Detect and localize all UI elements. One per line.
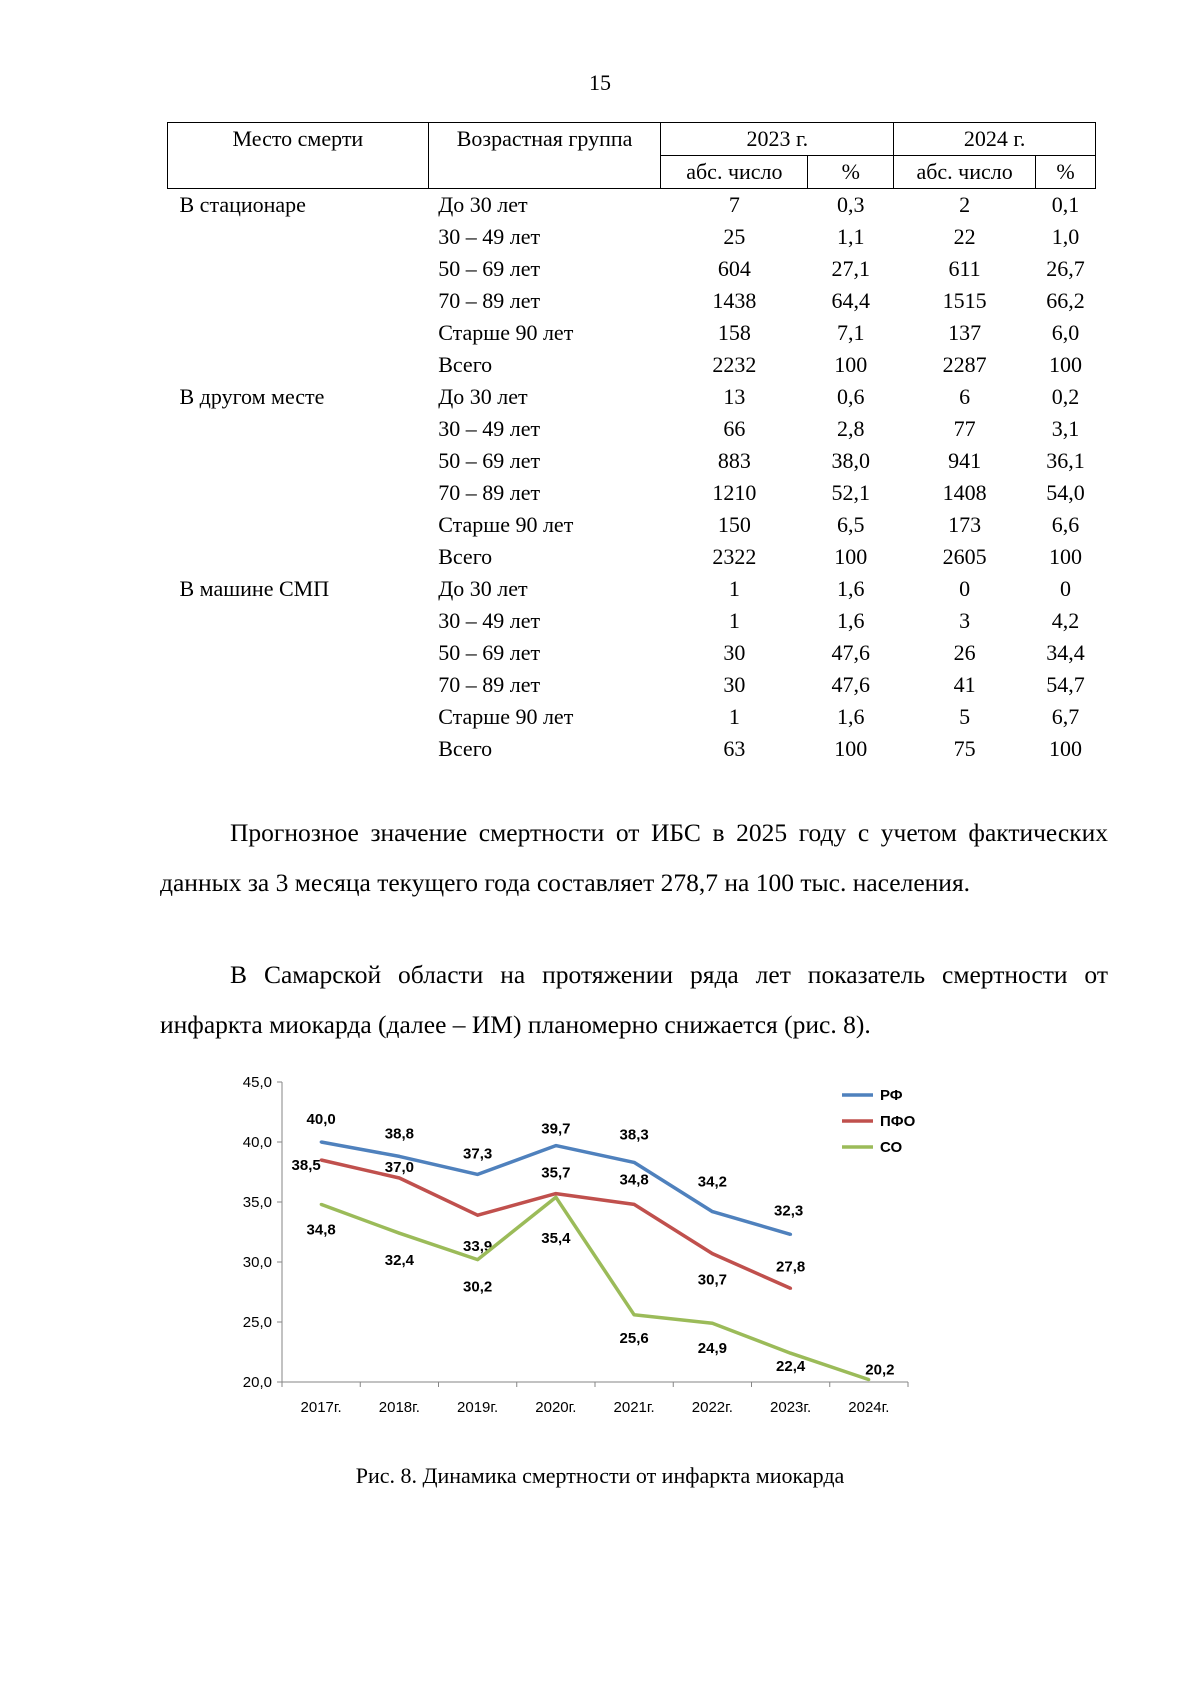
header-pct-2024: % bbox=[1036, 156, 1096, 189]
table-body bbox=[168, 189, 1096, 766]
cell-abs-2023: 66 bbox=[723, 416, 746, 441]
cell-abs-2024: 3 bbox=[959, 608, 971, 633]
table-row bbox=[168, 445, 1096, 477]
y-tick-label: 40,0 bbox=[242, 1134, 272, 1151]
cell-pct-2023: 6,5 bbox=[836, 512, 865, 537]
data-point bbox=[476, 1173, 479, 1176]
cell-place bbox=[168, 605, 429, 637]
table-row bbox=[168, 605, 1096, 637]
table-row bbox=[168, 637, 1096, 669]
data-label: 30,7 bbox=[697, 1271, 727, 1289]
cell-age-group: 70 – 89 лет bbox=[438, 480, 541, 505]
cell-abs-2023: 30 bbox=[723, 672, 746, 697]
data-label: 24,9 bbox=[697, 1340, 727, 1358]
data-point bbox=[711, 1252, 714, 1255]
data-label: 38,5 bbox=[291, 1157, 321, 1174]
cell-abs-2023: 883 bbox=[717, 448, 751, 473]
cell-pct-2023: 7,1 bbox=[836, 320, 865, 345]
cell-pct-2023: 1,6 bbox=[836, 704, 865, 729]
cell-pct-2024: 54,0 bbox=[1046, 480, 1085, 505]
data-point bbox=[398, 1232, 401, 1235]
table-row bbox=[168, 189, 1096, 222]
data-label: 32,3 bbox=[774, 1202, 804, 1220]
data-point bbox=[789, 1287, 792, 1290]
cell-abs-2023: 158 bbox=[717, 320, 751, 345]
header-year-2024: 2024 г. bbox=[894, 123, 1096, 156]
y-tick-label: 45,0 bbox=[242, 1074, 272, 1091]
cell-abs-2024: 0 bbox=[959, 576, 971, 601]
data-label: 35,4 bbox=[541, 1230, 571, 1248]
data-point bbox=[398, 1155, 401, 1158]
header-year-2023: 2023 г. bbox=[661, 123, 894, 156]
cell-pct-2024: 6,0 bbox=[1051, 320, 1080, 345]
table-row bbox=[168, 285, 1096, 317]
table-row bbox=[168, 509, 1096, 541]
cell-pct-2024: 100 bbox=[1049, 544, 1082, 569]
data-point bbox=[711, 1322, 714, 1325]
mi-mortality-chart bbox=[230, 1050, 1010, 1430]
data-label: 34,8 bbox=[619, 1171, 649, 1189]
cell-pct-2023: 64,4 bbox=[831, 288, 870, 313]
cell-place bbox=[168, 253, 429, 285]
legend-label: РФ bbox=[880, 1087, 903, 1104]
data-point bbox=[633, 1161, 636, 1164]
cell-abs-2023: 1438 bbox=[712, 288, 757, 313]
data-label: 25,6 bbox=[619, 1329, 649, 1347]
data-label: 39,7 bbox=[541, 1120, 571, 1138]
data-point bbox=[320, 1203, 323, 1206]
legend-label: СО bbox=[880, 1139, 903, 1156]
data-label: 37,0 bbox=[384, 1159, 414, 1176]
cell-pct-2023: 1,6 bbox=[836, 608, 865, 633]
cell-pct-2023: 100 bbox=[834, 544, 868, 569]
cell-pct-2024: 100 bbox=[1049, 352, 1082, 377]
data-label: 27,8 bbox=[776, 1258, 806, 1276]
cell-pct-2024: 6,6 bbox=[1051, 512, 1080, 537]
cell-abs-2023: 13 bbox=[723, 384, 746, 409]
cell-age-group: Всего bbox=[438, 544, 493, 569]
cell-age-group: 50 – 69 лет bbox=[438, 256, 541, 281]
cell-place bbox=[168, 509, 429, 541]
cell-abs-2023: 2232 bbox=[712, 352, 757, 377]
cell-pct-2024: 66,2 bbox=[1046, 288, 1085, 313]
figure-caption: Рис. 8. Динамика смертности от инфаркта миокарда bbox=[355, 1463, 845, 1488]
cell-abs-2024: 137 bbox=[948, 320, 982, 345]
table-row bbox=[168, 701, 1096, 733]
data-point bbox=[633, 1313, 636, 1316]
data-point bbox=[554, 1144, 557, 1147]
cell-age-group: Старше 90 лет bbox=[438, 704, 574, 729]
x-tick-label: 2018г. bbox=[378, 1399, 420, 1416]
data-label: 34,2 bbox=[697, 1173, 727, 1191]
cell-abs-2024: 941 bbox=[948, 448, 982, 473]
cell-abs-2024: 22 bbox=[953, 224, 976, 249]
paragraph-samara-text: В Самарской области на протяжении ряда лет показатель смертности от инфаркта миокарда (далее – ИМ) планомерно снижается (рис. 8). bbox=[160, 960, 1108, 1039]
data-label: 38,3 bbox=[619, 1126, 649, 1144]
table-row bbox=[168, 349, 1096, 381]
cell-age-group: 30 – 49 лет bbox=[438, 608, 541, 633]
cell-pct-2023: 1,1 bbox=[836, 224, 865, 249]
cell-pct-2024: 1,0 bbox=[1051, 224, 1080, 249]
data-label: 37,3 bbox=[463, 1145, 493, 1163]
y-tick-label: 35,0 bbox=[242, 1194, 272, 1211]
cell-pct-2023: 52,1 bbox=[831, 480, 870, 505]
cell-pct-2024: 36,1 bbox=[1046, 448, 1085, 473]
cell-place: В стационаре bbox=[179, 192, 306, 217]
data-point bbox=[633, 1203, 636, 1206]
cell-pct-2023: 38,0 bbox=[831, 448, 870, 473]
cell-abs-2024: 2 bbox=[959, 192, 971, 217]
cell-pct-2024: 0 bbox=[1060, 576, 1071, 601]
table-row bbox=[168, 221, 1096, 253]
cell-place bbox=[168, 541, 429, 573]
cell-abs-2023: 604 bbox=[717, 256, 751, 281]
table-row bbox=[168, 573, 1096, 605]
x-tick-label: 2024г. bbox=[848, 1399, 890, 1416]
cell-place bbox=[168, 669, 429, 701]
cell-pct-2024: 3,1 bbox=[1051, 416, 1080, 441]
data-point bbox=[789, 1233, 792, 1236]
paragraph-samara bbox=[160, 950, 1108, 1050]
cell-abs-2023: 1 bbox=[728, 576, 740, 601]
cell-place bbox=[168, 285, 429, 317]
cell-place bbox=[168, 317, 429, 349]
cell-abs-2023: 150 bbox=[717, 512, 751, 537]
cell-pct-2023: 47,6 bbox=[831, 640, 870, 665]
cell-abs-2024: 5 bbox=[959, 704, 971, 729]
cell-age-group: Старше 90 лет bbox=[438, 512, 574, 537]
cell-abs-2024: 2287 bbox=[942, 352, 987, 377]
cell-place: В другом месте bbox=[179, 384, 325, 409]
data-label: 40,0 bbox=[306, 1111, 336, 1128]
cell-abs-2023: 63 bbox=[723, 736, 746, 761]
cell-abs-2024: 611 bbox=[948, 256, 981, 281]
cell-abs-2024: 2605 bbox=[942, 544, 987, 569]
cell-abs-2023: 1 bbox=[728, 704, 740, 729]
page-number: 15 bbox=[589, 70, 611, 95]
table-row bbox=[168, 381, 1096, 413]
data-point bbox=[711, 1210, 714, 1213]
table-row bbox=[168, 477, 1096, 509]
cell-place bbox=[168, 221, 429, 253]
cell-age-group: До 30 лет bbox=[438, 576, 528, 601]
cell-abs-2024: 26 bbox=[953, 640, 976, 665]
cell-age-group: До 30 лет bbox=[438, 384, 528, 409]
table-row bbox=[168, 253, 1096, 285]
paragraph-forecast bbox=[160, 808, 1108, 908]
cell-age-group: Всего bbox=[438, 352, 493, 377]
cell-abs-2023: 1 bbox=[728, 608, 740, 633]
cell-pct-2024: 100 bbox=[1049, 736, 1082, 761]
cell-age-group: 30 – 49 лет bbox=[438, 416, 541, 441]
cell-place bbox=[168, 733, 429, 765]
cell-pct-2023: 100 bbox=[834, 352, 868, 377]
cell-age-group: 50 – 69 лет bbox=[438, 640, 541, 665]
data-label: 22,4 bbox=[776, 1358, 806, 1376]
table-row bbox=[168, 317, 1096, 349]
x-tick-label: 2021г. bbox=[613, 1399, 655, 1416]
y-tick-label: 25,0 bbox=[242, 1314, 272, 1331]
y-tick-label: 20,0 bbox=[242, 1374, 272, 1391]
header-place: Место смерти bbox=[168, 123, 429, 189]
cell-pct-2024: 6,7 bbox=[1051, 704, 1080, 729]
x-tick-label: 2023г. bbox=[770, 1399, 812, 1416]
x-tick-label: 2022г. bbox=[691, 1399, 733, 1416]
cell-pct-2023: 1,6 bbox=[836, 576, 865, 601]
cell-place bbox=[168, 349, 429, 381]
table-row bbox=[168, 413, 1096, 445]
data-label: 38,8 bbox=[384, 1125, 414, 1143]
cell-age-group: 30 – 49 лет bbox=[438, 224, 541, 249]
table-row bbox=[168, 669, 1096, 701]
cell-pct-2023: 100 bbox=[834, 736, 868, 761]
data-point bbox=[476, 1258, 479, 1261]
cell-pct-2024: 4,2 bbox=[1051, 608, 1080, 633]
cell-place bbox=[168, 445, 429, 477]
cell-place bbox=[168, 637, 429, 669]
data-point bbox=[789, 1352, 792, 1355]
cell-abs-2024: 173 bbox=[948, 512, 982, 537]
y-tick-label: 30,0 bbox=[242, 1254, 272, 1271]
header-abs-2023: абс. число bbox=[661, 156, 808, 189]
cell-pct-2023: 2,8 bbox=[836, 416, 865, 441]
cell-age-group: До 30 лет bbox=[438, 192, 528, 217]
cell-pct-2024: 0,1 bbox=[1051, 192, 1080, 217]
data-point bbox=[398, 1177, 401, 1180]
cell-pct-2024: 54,7 bbox=[1046, 672, 1085, 697]
cell-abs-2024: 41 bbox=[953, 672, 976, 697]
data-label: 30,2 bbox=[463, 1278, 493, 1296]
x-tick-label: 2017г. bbox=[300, 1399, 342, 1416]
cell-age-group: 70 – 89 лет bbox=[438, 672, 541, 697]
data-point bbox=[554, 1196, 557, 1199]
header-abs-2024: абс. число bbox=[894, 156, 1036, 189]
cell-pct-2024: 34,4 bbox=[1046, 640, 1085, 665]
x-tick-label: 2019г. bbox=[457, 1399, 499, 1416]
mortality-table bbox=[167, 122, 1096, 765]
cell-age-group: Старше 90 лет bbox=[438, 320, 574, 345]
cell-abs-2024: 77 bbox=[953, 416, 976, 441]
cell-age-group: 50 – 69 лет bbox=[438, 448, 541, 473]
cell-age-group: 70 – 89 лет bbox=[438, 288, 541, 313]
data-label: 32,4 bbox=[384, 1252, 414, 1270]
cell-place bbox=[168, 477, 429, 509]
cell-abs-2024: 1408 bbox=[942, 480, 987, 505]
cell-abs-2023: 2322 bbox=[712, 544, 757, 569]
cell-pct-2023: 47,6 bbox=[831, 672, 870, 697]
cell-place bbox=[168, 701, 429, 733]
legend-label: ПФО bbox=[880, 1113, 916, 1130]
table-row bbox=[168, 733, 1096, 765]
cell-abs-2024: 75 bbox=[953, 736, 976, 761]
cell-abs-2024: 6 bbox=[959, 384, 971, 409]
cell-pct-2023: 27,1 bbox=[831, 256, 870, 281]
data-label: 35,7 bbox=[541, 1164, 571, 1182]
x-tick-label: 2020г. bbox=[535, 1399, 577, 1416]
data-label: 20,2 bbox=[865, 1361, 895, 1379]
cell-abs-2024: 1515 bbox=[942, 288, 987, 313]
table-row bbox=[168, 541, 1096, 573]
cell-place: В машине СМП bbox=[179, 576, 330, 601]
cell-pct-2024: 0,2 bbox=[1051, 384, 1080, 409]
data-point bbox=[554, 1192, 557, 1195]
cell-pct-2024: 26,7 bbox=[1046, 256, 1085, 281]
cell-abs-2023: 7 bbox=[728, 192, 740, 217]
cell-abs-2023: 30 bbox=[723, 640, 746, 665]
data-label: 33,9 bbox=[463, 1238, 493, 1256]
header-pct-2023: % bbox=[808, 156, 894, 189]
cell-pct-2023: 0,3 bbox=[836, 192, 865, 217]
cell-abs-2023: 25 bbox=[723, 224, 746, 249]
paragraph-forecast-text: Прогнозное значение смертности от ИБС в 2025 году с учетом фактических данных за 3 месяца текущего года составляет 278,7 на 100 тыс. населения. bbox=[160, 818, 1108, 897]
cell-abs-2023: 1210 bbox=[712, 480, 757, 505]
data-point bbox=[320, 1141, 323, 1144]
data-label: 34,8 bbox=[306, 1221, 336, 1239]
data-point bbox=[476, 1214, 479, 1217]
cell-place bbox=[168, 413, 429, 445]
cell-age-group: Всего bbox=[438, 736, 493, 761]
cell-pct-2023: 0,6 bbox=[836, 384, 865, 409]
header-age-group: Возрастная группа bbox=[428, 123, 661, 189]
